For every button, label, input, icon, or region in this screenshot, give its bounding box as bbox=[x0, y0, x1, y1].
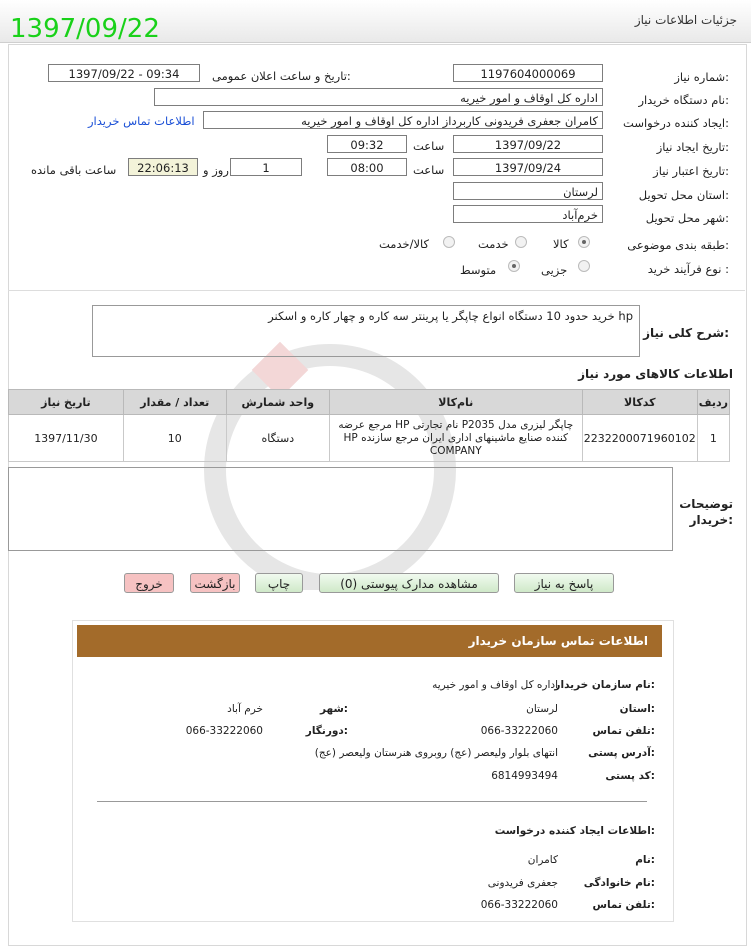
col-name: نام‌کالا bbox=[329, 390, 582, 415]
creator-section-title: اطلاعات ایجاد کننده درخواست: bbox=[494, 825, 655, 837]
category-radio-service[interactable] bbox=[515, 236, 527, 248]
contact-province-label: استان: bbox=[619, 703, 655, 715]
purchase-option-minor: جزیی bbox=[541, 263, 568, 277]
contact-city-label: شهر: bbox=[320, 703, 348, 715]
announce-label: تاریخ و ساعت اعلان عمومی: bbox=[212, 69, 351, 83]
contact-org-value: اداره کل اوقاف و امور خیریه bbox=[432, 679, 558, 691]
announce-field: 1397/09/22 - 09:34 bbox=[48, 64, 200, 82]
contact-fax-value: 066-33222060 bbox=[185, 725, 263, 737]
cell-date: 1397/11/30 bbox=[9, 415, 124, 462]
date-stamp: 1397/09/22 bbox=[10, 14, 160, 44]
items-section-title: اطلاعات کالاهای مورد نیاز bbox=[578, 367, 733, 381]
contact-phone-value: 066-33222060 bbox=[480, 725, 558, 737]
exit-button[interactable]: خروج bbox=[124, 573, 174, 593]
attachments-button[interactable]: مشاهده مدارک پیوستی (0) bbox=[319, 573, 499, 593]
contact-card-header bbox=[77, 625, 662, 657]
purchase-radio-medium[interactable] bbox=[508, 260, 520, 272]
contact-postal-label: کد پستی: bbox=[605, 770, 655, 782]
summary-textarea[interactable]: خرید حدود 10 دستگاه انواع چاپگر یا پرینتر سه کاره و چهار کاره و اسکنر hp bbox=[92, 305, 640, 357]
remaining-time-field: 22:06:13 bbox=[128, 158, 198, 176]
notes-textarea[interactable] bbox=[8, 467, 673, 551]
cell-name: چاپگر لیزری مدل P2035 نام تجارتی HP مرجع عرضه کننده صنایع ماشینهای اداری ایران مرجع سازنده HP COMPANY bbox=[329, 415, 582, 462]
purchase-option-medium: متوسط bbox=[460, 263, 497, 277]
created-date-field: 1397/09/22 bbox=[453, 135, 603, 153]
summary-label: شرح کلی نیاز: bbox=[643, 326, 729, 340]
back-button[interactable]: بازگشت bbox=[190, 573, 240, 593]
buyer-contact-link[interactable]: اطلاعات تماس خریدار bbox=[88, 114, 195, 128]
page-title: جزئیات اطلاعات نیاز bbox=[634, 13, 737, 27]
contact-org-label: نام سازمان خریدار: bbox=[554, 679, 655, 691]
days-label: روز و bbox=[203, 163, 229, 177]
remaining-label: ساعت باقی مانده bbox=[31, 163, 117, 177]
validity-time-label: ساعت bbox=[413, 163, 445, 177]
card-divider bbox=[97, 801, 647, 802]
items-table bbox=[8, 389, 730, 462]
province-label: استان محل تحویل: bbox=[638, 188, 729, 202]
days-field: 1 bbox=[230, 158, 302, 176]
contact-address-label: آدرس پستی: bbox=[588, 747, 655, 759]
cell-code: 2232200071960102 bbox=[582, 415, 697, 462]
creator-name-label: نام: bbox=[635, 854, 655, 866]
table-row bbox=[9, 415, 730, 462]
creator-name-value: کامران bbox=[527, 854, 558, 866]
category-option-both: کالا/خدمت bbox=[379, 237, 430, 251]
col-row: ردیف bbox=[697, 390, 729, 415]
cell-unit: دستگاه bbox=[226, 415, 329, 462]
need-number-label: شماره نیاز: bbox=[674, 70, 729, 84]
contact-city-value: خرم آباد bbox=[227, 703, 263, 715]
col-unit: واحد شمارش bbox=[226, 390, 329, 415]
cell-row: 1 bbox=[697, 415, 729, 462]
creator-field: کامران جعفری فریدونی کاربرداز اداره کل اوقاف و امور خیریه bbox=[203, 111, 603, 129]
creator-phone-label: تلفن تماس: bbox=[592, 899, 655, 911]
category-radio-both[interactable] bbox=[443, 236, 455, 248]
creator-family-value: جعفری فریدونی bbox=[487, 877, 558, 889]
contact-phone-label: تلفن تماس: bbox=[592, 725, 655, 737]
creator-phone-value: 066-33222060 bbox=[480, 899, 558, 911]
contact-card-title: اطلاعات تماس سازمان خریدار bbox=[468, 634, 648, 648]
category-option-service: خدمت bbox=[478, 237, 509, 251]
buyer-org-label: نام دستگاه خریدار: bbox=[638, 93, 729, 107]
need-number-field: 1197604000069 bbox=[453, 64, 603, 82]
province-field: لرستان bbox=[453, 182, 603, 200]
creator-family-label: نام خانوادگی: bbox=[583, 877, 655, 889]
buyer-contact-card bbox=[72, 620, 674, 922]
reply-button[interactable]: پاسخ به نیاز bbox=[514, 573, 614, 593]
contact-fax-label: دورنگار: bbox=[305, 725, 348, 737]
created-time-label: ساعت bbox=[413, 139, 445, 153]
contact-province-value: لرستان bbox=[526, 703, 558, 715]
buyer-org-field: اداره کل اوقاف و امور خیریه bbox=[154, 88, 603, 106]
print-button[interactable]: چاپ bbox=[255, 573, 303, 593]
city-label: شهر محل تحویل: bbox=[645, 211, 729, 225]
contact-address-value: انتهای بلوار ولیعصر (عج) روبروی هنرستان ولیعصر (عج) bbox=[314, 747, 558, 759]
cell-qty: 10 bbox=[123, 415, 226, 462]
col-qty: تعداد / مقدار bbox=[123, 390, 226, 415]
creator-label: ایجاد کننده درخواست: bbox=[623, 116, 729, 130]
divider bbox=[8, 290, 745, 291]
purchase-radio-minor[interactable] bbox=[578, 260, 590, 272]
validity-date-field: 1397/09/24 bbox=[453, 158, 603, 176]
col-date: تاریخ نیاز bbox=[9, 390, 124, 415]
validity-time-field: 08:00 bbox=[327, 158, 407, 176]
contact-postal-value: 6814993494 bbox=[491, 770, 558, 782]
validity-label: تاریخ اعتبار نیاز: bbox=[653, 164, 729, 178]
category-radio-goods[interactable] bbox=[578, 236, 590, 248]
col-code: کدکالا bbox=[582, 390, 697, 415]
category-option-goods: کالا bbox=[553, 237, 569, 251]
created-date-label: تاریخ ایجاد نیاز: bbox=[656, 140, 729, 154]
purchase-type-label: نوع فرآیند خرید : bbox=[647, 262, 729, 276]
created-time-field: 09:32 bbox=[327, 135, 407, 153]
notes-label: توضیحات خریدار: bbox=[679, 497, 733, 527]
category-label: طبقه بندی موضوعی: bbox=[627, 238, 729, 252]
city-field: خرم‌آباد bbox=[453, 205, 603, 223]
